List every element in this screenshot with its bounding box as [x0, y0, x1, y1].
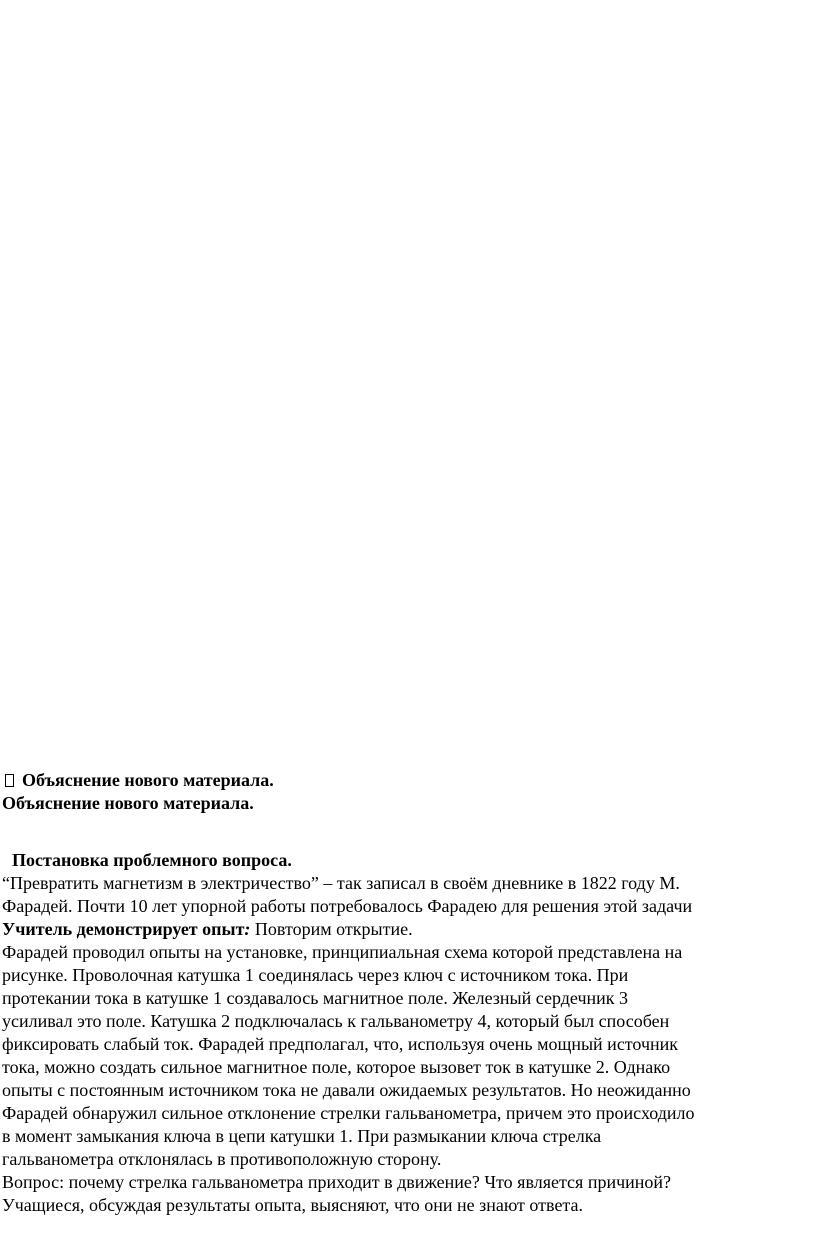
experiment-line: в момент замыкания ключа в цепи катушки 1. При размыкании ключа стрелка — [2, 1126, 602, 1146]
experiment-line: опыты с постоянным источником тока не давали ожидаемых результатов. Но неожиданно — [2, 1080, 691, 1100]
question-line: Вопрос: почему стрелка гальванометра приходит в движение? Что является причиной? — [2, 1172, 672, 1192]
problem-heading-block — [12, 849, 812, 872]
section-heading-bulleted: Объяснение нового материала. — [22, 770, 274, 790]
quote-line: “Превратить магнетизм в электричество” – так записал в своём дневнике в 1822 году М. — [2, 873, 680, 893]
experiment-line: протекании тока в катушке 1 создавалось магнитное поле. Железный сердечник 3 — [2, 988, 629, 1008]
students-line: Учащиеся, обсуждая результаты опыта, выясняют, что они не знают ответа. — [2, 1195, 584, 1215]
teacher-demo-text: Повторим открытие. — [250, 919, 413, 939]
experiment-line: Фарадей обнаружил сильное отклонение стрелки гальванометра, причем это происходило — [2, 1103, 695, 1123]
quote-line: Фарадей. Почти 10 лет упорной работы потребовалось Фарадею для решения этой задачи — [2, 896, 693, 916]
experiment-line: Фарадей проводил опыты на установке, принципиальная схема которой представлена на — [2, 942, 683, 962]
teacher-demo-line — [2, 918, 812, 941]
section-heading: Объяснение нового материала. — [2, 793, 254, 813]
problem-heading: Постановка проблемного вопроса. — [12, 850, 292, 870]
body-text — [2, 872, 812, 1217]
experiment-line: гальванометра отклонялась в противоположную сторону. — [2, 1149, 442, 1169]
section-heading-bullet-row — [2, 769, 274, 792]
experiment-line: усиливал это поле. Катушка 2 подключалась к гальванометру 4, который был способен — [2, 1011, 670, 1031]
missing-glyph-icon — [5, 774, 14, 787]
teacher-demo-colon: : — [244, 919, 251, 939]
section-heading-block — [2, 792, 812, 815]
teacher-demo-label: Учитель демонстрирует опыт — [2, 919, 245, 939]
experiment-line: рисунке. Проволочная катушка 1 соединялась через ключ с источником тока. При — [2, 965, 629, 985]
experiment-line: тока, можно создать сильное магнитное поле, которое вызовет ток в катушке 2. Однако — [2, 1057, 671, 1077]
experiment-line: фиксировать слабый ток. Фарадей предполагал, что, используя очень мощный источник — [2, 1034, 679, 1054]
